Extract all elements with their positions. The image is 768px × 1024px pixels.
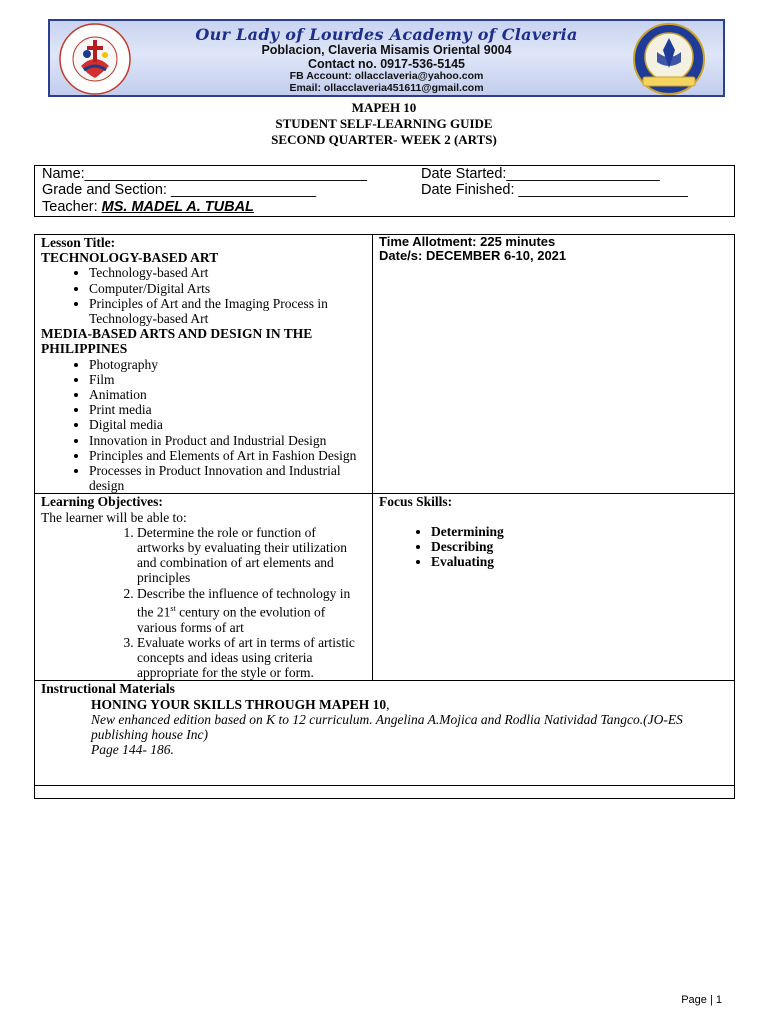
list-item: • Photography — [89, 357, 366, 372]
materials-cell — [35, 681, 735, 786]
page-number: 1 — [715, 994, 722, 1006]
subject-title: MAPEH 10 — [351, 100, 417, 115]
book-title-line — [41, 697, 728, 712]
document-titles — [0, 100, 768, 148]
list-item: • Innovation in Product and Industrial Design — [89, 433, 366, 448]
teacher-line — [42, 199, 254, 215]
name-field[interactable]: Name:___________________________________ — [42, 166, 367, 182]
objectives-intro: The learner will be able to: — [41, 509, 187, 525]
page-separator: | — [709, 994, 713, 1006]
lesson-row — [35, 235, 735, 494]
school-contact: Contact no. 0917-536-5145 — [307, 57, 465, 71]
list-item: • Principles of Art and the Imaging Process in Technology-based Art — [89, 296, 366, 326]
list-item: • Determining — [431, 524, 728, 539]
objectives-cell — [35, 494, 373, 681]
section2-list — [41, 357, 366, 494]
list-item: • Evaluating — [431, 554, 728, 569]
materials-label: Instructional Materials — [41, 681, 175, 697]
objective2-text: Describe the influence of technology in the 21 — [137, 585, 351, 620]
empty-cell — [35, 786, 735, 799]
list-item: • Technology-based Art — [89, 265, 366, 280]
page-footer — [681, 994, 722, 1006]
list-item: • Describing — [431, 539, 728, 554]
teacher-name: MS. MADEL A. TUBAL — [101, 199, 254, 215]
focus-skills-list — [379, 524, 728, 570]
list-item: • Principles and Elements of Art in Fashion Design — [89, 448, 366, 463]
book-pages: Page 144- 186. — [91, 742, 174, 758]
section1-title: TECHNOLOGY-BASED ART — [41, 250, 219, 266]
lesson-dates: Date/s: DECEMBER 6-10, 2021 — [379, 248, 567, 263]
lesson-table — [34, 234, 735, 799]
school-facebook: FB Account: ollacclaveria@yahoo.com — [289, 70, 484, 82]
date-started-field[interactable]: Date Started:___________________ — [421, 166, 660, 182]
school-name: Our Lady of Lourdes Academy of Claveria — [195, 25, 578, 44]
list-item: • Print media — [89, 402, 366, 417]
objective2-text-end: century on the evolution of various forms of art — [137, 604, 326, 635]
grade-section-field[interactable]: Grade and Section: __________________ — [42, 182, 317, 198]
section2-title: MEDIA-BASED ARTS AND DESIGN IN THE PHILIPPINES — [41, 326, 313, 357]
list-item: • Computer/Digital Arts — [89, 281, 366, 296]
book-title: HONING YOUR SKILLS THROUGH MAPEH 10 — [91, 696, 387, 712]
lesson-title-label: Lesson Title: — [41, 235, 116, 250]
list-item: • Film — [89, 372, 366, 387]
book-description: New enhanced edition based on K to 12 curriculum. Angelina A.Mojica and Rodlia Natividad Tangco.(JO-ES publishing house Inc) — [91, 711, 683, 742]
objective2-superscript: st — [170, 603, 176, 613]
objectives-label: Learning Objectives: — [41, 494, 163, 510]
time-allotment: Time Allotment: 225 minutes — [379, 234, 556, 249]
list-item: • Animation — [89, 387, 366, 402]
school-email: Email: ollacclaveria451611@gmail.com — [289, 82, 484, 94]
lesson-title-cell — [35, 235, 373, 494]
guide-title: STUDENT SELF-LEARNING GUIDE — [275, 116, 493, 131]
quarter-week-title: SECOND QUARTER- WEEK 2 (ARTS) — [271, 132, 497, 147]
page-label: Page — [681, 994, 707, 1006]
book-title-comma: , — [386, 696, 390, 712]
student-info-box — [34, 165, 735, 217]
focus-skills-label: Focus Skills: — [379, 494, 453, 510]
list-item — [137, 586, 366, 635]
focus-skills-cell — [373, 494, 735, 681]
list-item: 3. Evaluate works of art in terms of artistic concepts and ideas using criteria appropriate for the style or form. — [137, 635, 366, 681]
list-item: • Processes in Product Innovation and Industrial design — [89, 463, 366, 493]
list-item: • Digital media — [89, 417, 366, 432]
school-address: Poblacion, Claveria Misamis Oriental 9004 — [261, 43, 512, 57]
school-header-banner — [48, 19, 725, 97]
time-date-cell — [373, 235, 735, 494]
objectives-list — [41, 525, 366, 681]
teacher-label: Teacher: — [42, 199, 98, 215]
materials-row — [35, 681, 735, 786]
objectives-row — [35, 494, 735, 681]
section1-list — [41, 265, 366, 326]
list-item: 1. Determine the role or function of artworks by evaluating their utilization and combination of art elements and principles — [137, 525, 366, 586]
empty-row — [35, 786, 735, 799]
date-finished-field[interactable]: Date Finished: _____________________ — [421, 182, 688, 198]
